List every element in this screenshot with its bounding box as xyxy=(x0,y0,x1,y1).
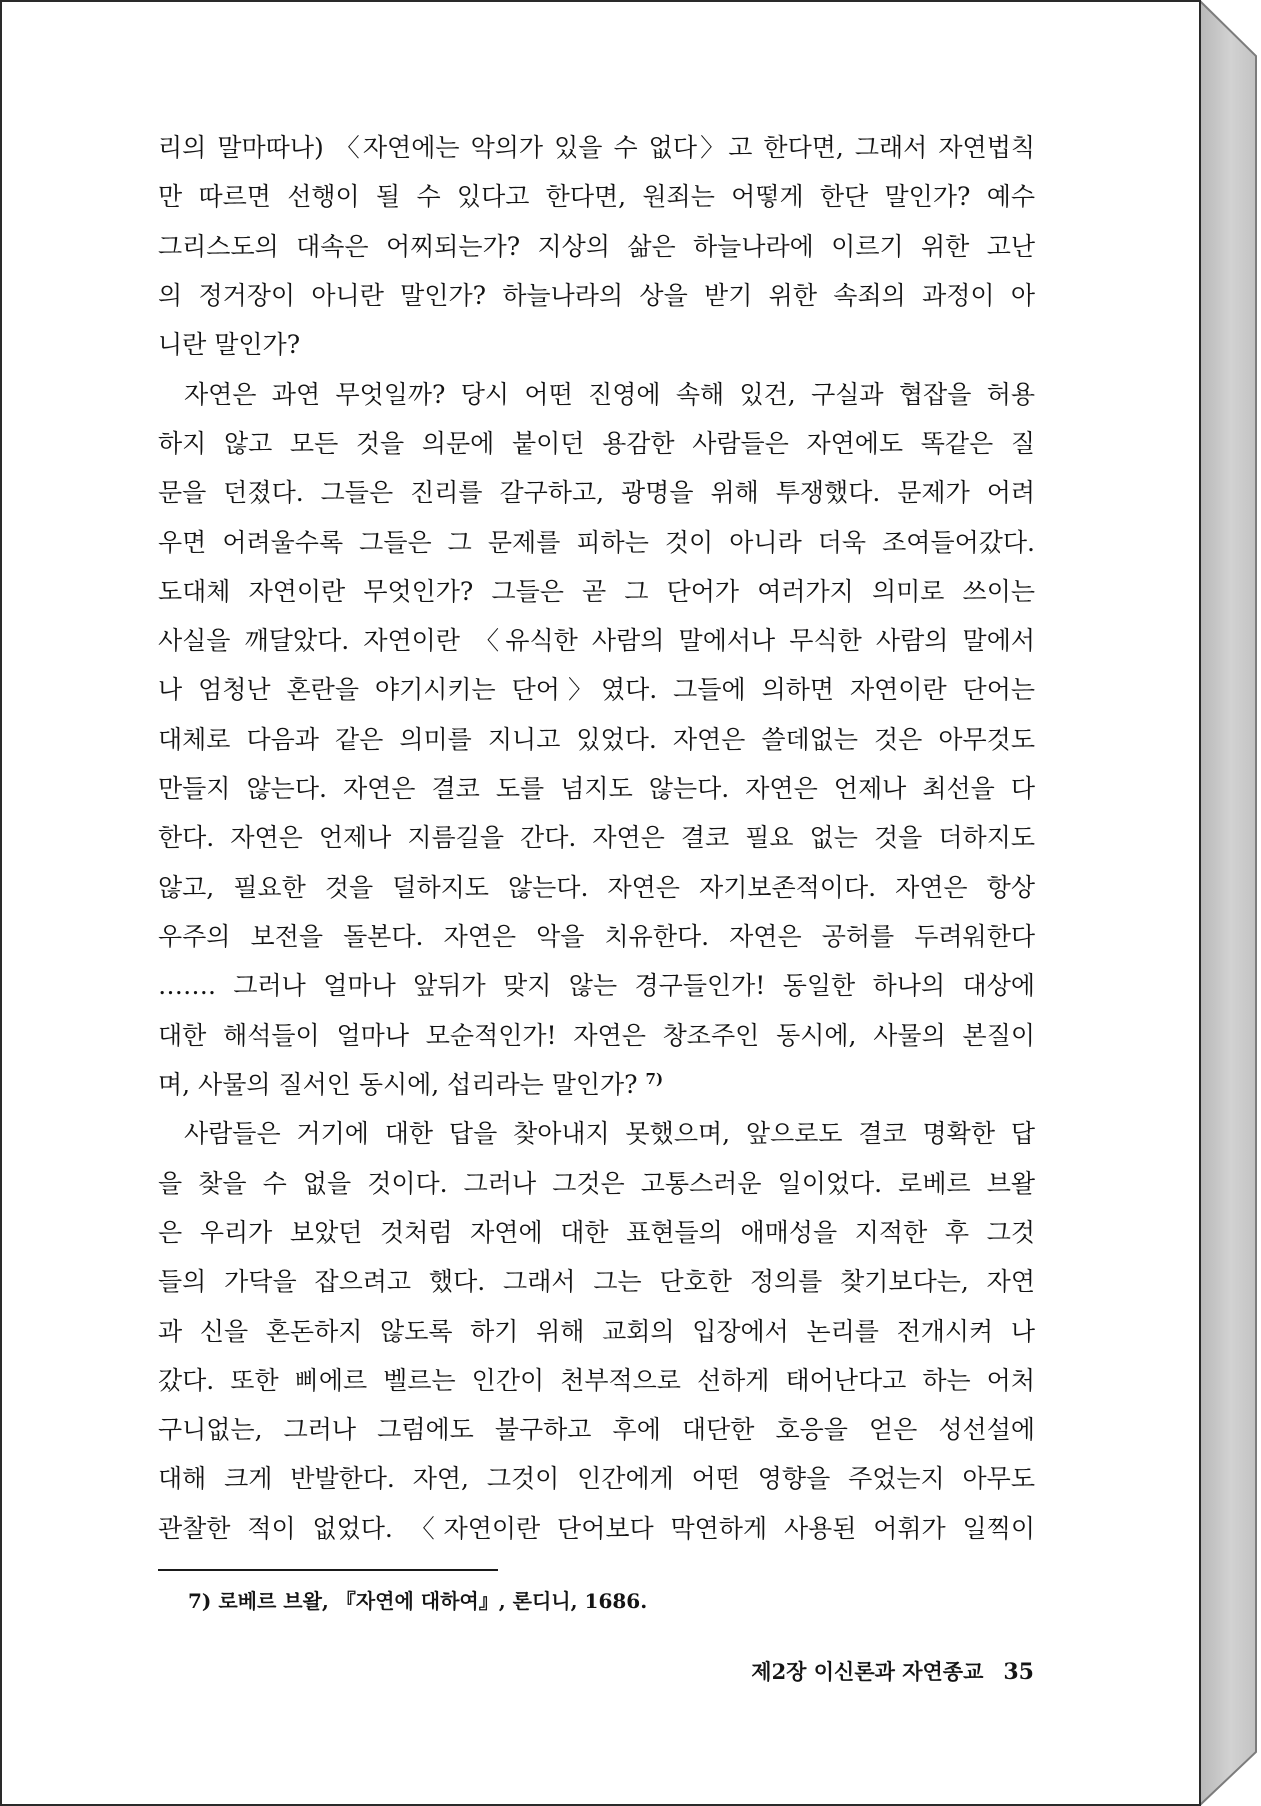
text-line: 니란 말인가? xyxy=(158,330,301,360)
footnote-rule xyxy=(158,1569,498,1571)
paragraph xyxy=(158,1109,1035,1553)
text-line: 문을 던졌다. 그들은 진리를 갈구하고, 광명을 위해 투쟁했다. 문제가 어려 xyxy=(158,478,1035,508)
chapter-title: 제2장 이신론과 자연종교 xyxy=(751,1659,984,1684)
running-footer xyxy=(600,1657,1034,1687)
text-line: 대체로 다음과 같은 의미를 지니고 있었다. 자연은 쓸데없는 것은 아무것도 xyxy=(158,724,1035,754)
text-line: 사람들은 거기에 대한 답을 찾아내지 못했으며, 앞으로도 결코 명확한 답 xyxy=(184,1119,1035,1149)
text-line: 않고, 필요한 것을 덜하지도 않는다. 자연은 자기보존적이다. 자연은 항상 xyxy=(158,872,1035,902)
page-stack-edge xyxy=(1200,1,1256,1805)
text-line: 대한 해석들이 얼마나 모순적인가! 자연은 창조주인 동시에, 사물의 본질이 xyxy=(158,1020,1035,1050)
text-line: ……. 그러나 얼마나 앞뒤가 맞지 않는 경구들인가! 동일한 하나의 대상에 xyxy=(158,971,1035,1001)
text-line: 관찰한 적이 없었다. 〈자연이란 단어보다 막연하게 사용된 어휘가 일찍이 xyxy=(158,1513,1035,1543)
text-line: 만 따르면 선행이 될 수 있다고 한다면, 원죄는 어떻게 한단 말인가? 예수 xyxy=(158,182,1035,212)
body-text xyxy=(158,123,1035,1553)
text-line-content: 며, 사물의 질서인 동시에, 섭리라는 말인가? xyxy=(158,1069,638,1099)
footnote: 7) 로베르 브왈, 『자연에 대하여』, 론디니, 1686. xyxy=(188,1589,648,1613)
text-line: 한다. 자연은 언제나 지름길을 간다. 자연은 결코 필요 없는 것을 더하지도 xyxy=(158,823,1035,853)
text-line: 하지 않고 모든 것을 의문에 붙이던 용감한 사람들은 자연에도 똑같은 질 xyxy=(158,428,1035,458)
text-line: 구니없는, 그러나 그럼에도 불구하고 후에 대단한 호응을 얻은 성선설에 xyxy=(158,1415,1035,1445)
text-line: 우주의 보전을 돌본다. 자연은 악을 치유한다. 자연은 공허를 두려워한다 xyxy=(158,922,1035,951)
text-line: 만들지 않는다. 자연은 결코 도를 넘지도 않는다. 자연은 언제나 최선을 다 xyxy=(158,774,1035,804)
text-line: 은 우리가 보았던 것처럼 자연에 대한 표현들의 애매성을 지적한 후 그것 xyxy=(158,1217,1035,1247)
page-number: 35 xyxy=(1003,1659,1034,1685)
text-line xyxy=(158,1060,1035,1109)
text-line: 대해 크게 반발한다. 자연, 그것이 인간에게 어떤 영향을 주었는지 아무도 xyxy=(158,1464,1035,1494)
text-line: 사실을 깨달았다. 자연이란 〈유식한 사람의 말에서나 무식한 사람의 말에서 xyxy=(158,626,1035,656)
text-line: 과 신을 혼돈하지 않도록 하기 위해 교회의 입장에서 논리를 전개시켜 나 xyxy=(158,1316,1035,1346)
paragraph xyxy=(158,370,1035,1110)
text-line: 자연은 과연 무엇일까? 당시 어떤 진영에 속해 있건, 구실과 협잡을 허용 xyxy=(184,379,1035,409)
text-line: 리의 말마따나) 〈자연에는 악의가 있을 수 없다〉고 한다면, 그래서 자연법칙 xyxy=(158,133,1035,162)
text-line: 그리스도의 대속은 어찌되는가? 지상의 삶은 하늘나라에 이르기 위한 고난 xyxy=(158,231,1035,261)
text-line: 을 찾을 수 없을 것이다. 그러나 그것은 고통스러운 일이었다. 로베르 브왈 xyxy=(158,1168,1035,1198)
paragraph xyxy=(158,123,1035,370)
text-line: 의 정거장이 아니란 말인가? 하늘나라의 상을 받기 위한 속죄의 과정이 아 xyxy=(158,280,1035,310)
text-line: 나 엄청난 혼란을 야기시키는 단어〉였다. 그들에 의하면 자연이란 단어는 xyxy=(158,675,1035,705)
text-line: 갔다. 또한 삐에르 벨르는 인간이 천부적으로 선하게 태어난다고 하는 어처 xyxy=(158,1365,1035,1395)
text-line: 들의 가닥을 잡으려고 했다. 그래서 그는 단호한 정의를 찾기보다는, 자연 xyxy=(158,1267,1035,1297)
text-line: 도대체 자연이란 무엇인가? 그들은 곧 그 단어가 여러가지 의미로 쓰이는 xyxy=(158,576,1035,606)
text-line: 우면 어려울수록 그들은 그 문제를 피하는 것이 아니라 더욱 조여들어갔다. xyxy=(158,527,1035,557)
footnote-ref: 7) xyxy=(645,1069,664,1088)
